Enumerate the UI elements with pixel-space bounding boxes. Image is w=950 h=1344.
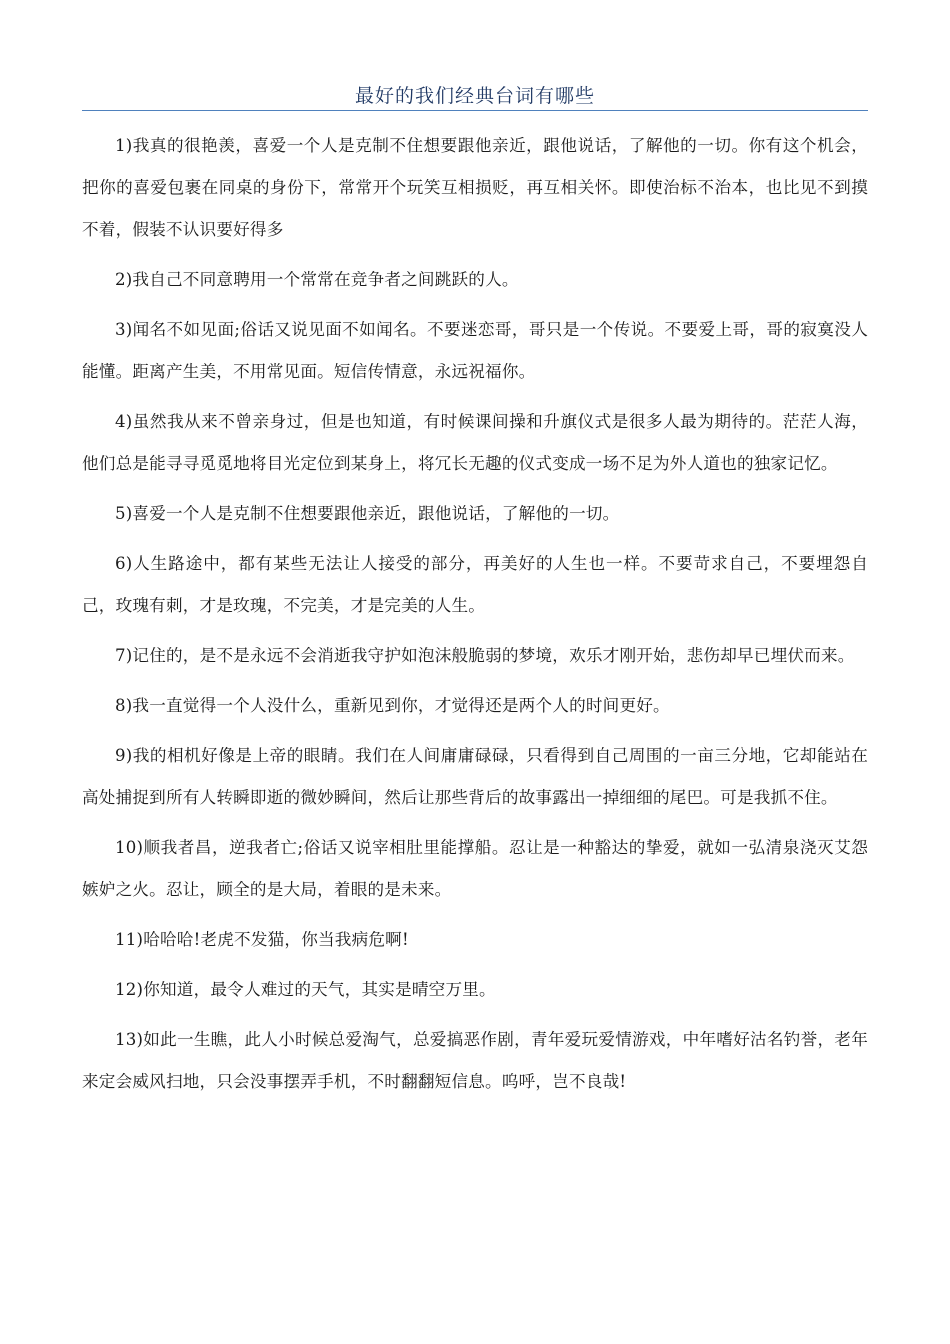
document-title: 最好的我们经典台词有哪些 — [354, 85, 595, 107]
paragraph-12: 12)你知道，最令人难过的天气，其实是晴空万里。 — [115, 980, 496, 999]
paragraph-13: 13)如此一生瞧，此人小时候总爱淘气，总爱搞恶作剧，青年爱玩爱情游戏，中年嗜好沽名钓誉，老年来定会威风扫地，只会没事摆弄手机，不时翻翻短信息。呜呼，岂不良哉! — [82, 1030, 868, 1091]
paragraph-8: 8)我一直觉得一个人没什么，重新见到你，才觉得还是两个人的时间更好。 — [115, 696, 670, 715]
title-underline — [82, 110, 868, 111]
document-body — [82, 125, 868, 1103]
paragraph-4: 4)虽然我从来不曾亲身过，但是也知道，有时候课间操和升旗仪式是很多人最为期待的。茫茫人海，他们总是能寻寻觅觅地将目光定位到某身上，将冗长无趣的仪式变成一场不足为外人道也的独家记忆。 — [82, 412, 868, 473]
paragraph-9: 9)我的相机好像是上帝的眼睛。我们在人间庸庸碌碌，只看得到自己周围的一亩三分地，它却能站在高处捕捉到所有人转瞬即逝的微妙瞬间，然后让那些背后的故事露出一掉细细的尾巴。可是我抓不住。 — [82, 746, 868, 807]
document-page — [82, 0, 868, 1111]
paragraph-2: 2)我自己不同意聘用一个常常在竞争者之间跳跃的人。 — [115, 270, 519, 289]
paragraph-3: 3)闻名不如见面;俗话又说见面不如闻名。不要迷恋哥，哥只是一个传说。不要爱上哥，哥的寂寞没人能懂。距离产生美，不用常见面。短信传情意，永远祝福你。 — [82, 320, 868, 381]
paragraph-6: 6)人生路途中，都有某些无法让人接受的部分，再美好的人生也一样。不要苛求自己，不要埋怨自己，玫瑰有刺，才是玫瑰，不完美，才是完美的人生。 — [82, 554, 868, 615]
paragraph-7: 7)记住的，是不是永远不会消逝我守护如泡沫般脆弱的梦境，欢乐才刚开始，悲伤却早已埋伏而来。 — [115, 646, 855, 665]
paragraph-5: 5)喜爱一个人是克制不住想要跟他亲近，跟他说话，了解他的一切。 — [115, 504, 620, 523]
paragraph-10: 10)顺我者昌，逆我者亡;俗话又说宰相肚里能撑船。忍让是一种豁达的挚爱，就如一弘清泉浇灭艾怨嫉妒之火。忍让，顾全的是大局，着眼的是未来。 — [82, 838, 868, 899]
paragraph-1: 1)我真的很艳羡，喜爱一个人是克制不住想要跟他亲近，跟他说话，了解他的一切。你有这个机会，把你的喜爱包裹在同桌的身份下，常常开个玩笑互相损贬，再互相关怀。即使治标不治本，也比见不到摸不着，假装不认识要好得多 — [82, 136, 868, 239]
paragraph-11: 11)哈哈哈!老虎不发猫，你当我病危啊! — [115, 930, 409, 949]
